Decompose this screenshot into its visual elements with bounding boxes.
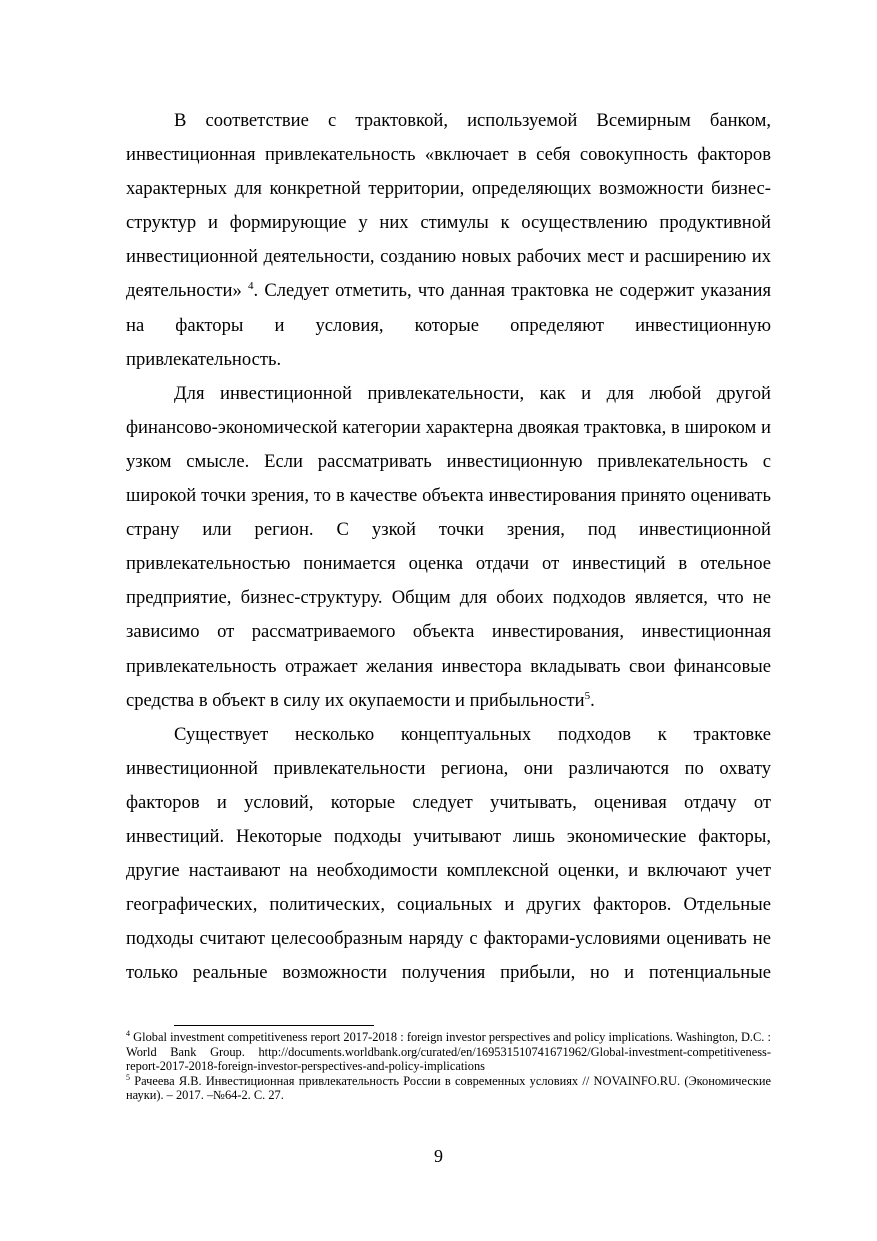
footnote-ref-5[interactable]: 5 [584,689,591,702]
footnote-5-text: Рачеева Я.В. Инвестиционная привлекательность России в современных условиях // NOVAINFO.RU. (Экономические науки). – 2017. –№64-2. С. 27. [126,1073,771,1103]
footnote-ref-4[interactable]: 4 [247,280,254,293]
body-text [126,104,771,990]
footnotes [126,1030,771,1103]
paragraph-3: Существует несколько концептуальных подходов к трактовке инвестиционной привлекательности региона, они различаются по охвату факторов и условий, которые следует учитывать, оценивая отдачу от инвестиций. Некоторые подходы учитывают лишь экономические факторы, другие настаивают на необходимости комплексной оценки, и включают учет географических, политических, социальных и других факторов. Отдельные подходы считают целесообразным наряду с факторами-условиями оценивать не только реальные возможности получения прибыли, но и потенциальные [126,723,771,984]
paragraph-1 [126,104,771,377]
page-number: 9 [434,1146,443,1166]
footnote-5 [126,1074,771,1103]
paragraph-1-text-end: . Следует отметить, что данная трактовка не содержит указания на факторы и условия, которые определяют инвестиционную привлекательность. [126,280,771,370]
paragraph-2-text-end: . [590,689,595,711]
footnote-5-number: 5 [126,1072,130,1082]
footnote-4-text: Global investment competitiveness report 2017-2018 : foreign investor perspectives and policy implications. Washington, D.C. : World Bank Group. http://documents.worldbank.org/curated/en/169531510741671962/Global-investment-competitiveness-report-2017-2018-foreign-investor-perspectives-and-policy-implications [126,1030,771,1074]
paragraph-2-text: Для инвестиционной привлекательности, как и для любой другой финансово-экономической категории характерна двоякая трактовка, в широком и узком смысле. Если рассматривать инвестиционную привлекательность с широкой точки зрения, то в качестве объекта инвестирования принято оценивать страну или регион. С узкой точки зрения, под инвестиционной привлекательностью понимается оценка отдачи от инвестиций в отельное предприятие, бизнес-структуру. Общим для обоих подходов является, что не зависимо от рассматриваемого объекта инвестирования, инвестиционная привлекательность отражает желания инвестора вкладывать свои финансовые средства в объект в силу их окупаемости и прибыльности [126,382,771,711]
paragraph-1-text: В соответствие с трактовкой, используемой Всемирным банком, инвестиционная привлекательность «включает в себя совокупность факторов характерных для конкретной территории, определяющих возможности бизнес-структур и формирующие у них стимулы к осуществлению продуктивной инвестиционной деятельности, созданию новых рабочих мест и расширению их деятельности» [126,110,771,302]
footnote-4 [126,1030,771,1074]
paragraph-2 [126,377,771,718]
footnote-4-number: 4 [126,1028,130,1038]
footnote-separator [174,1025,374,1026]
